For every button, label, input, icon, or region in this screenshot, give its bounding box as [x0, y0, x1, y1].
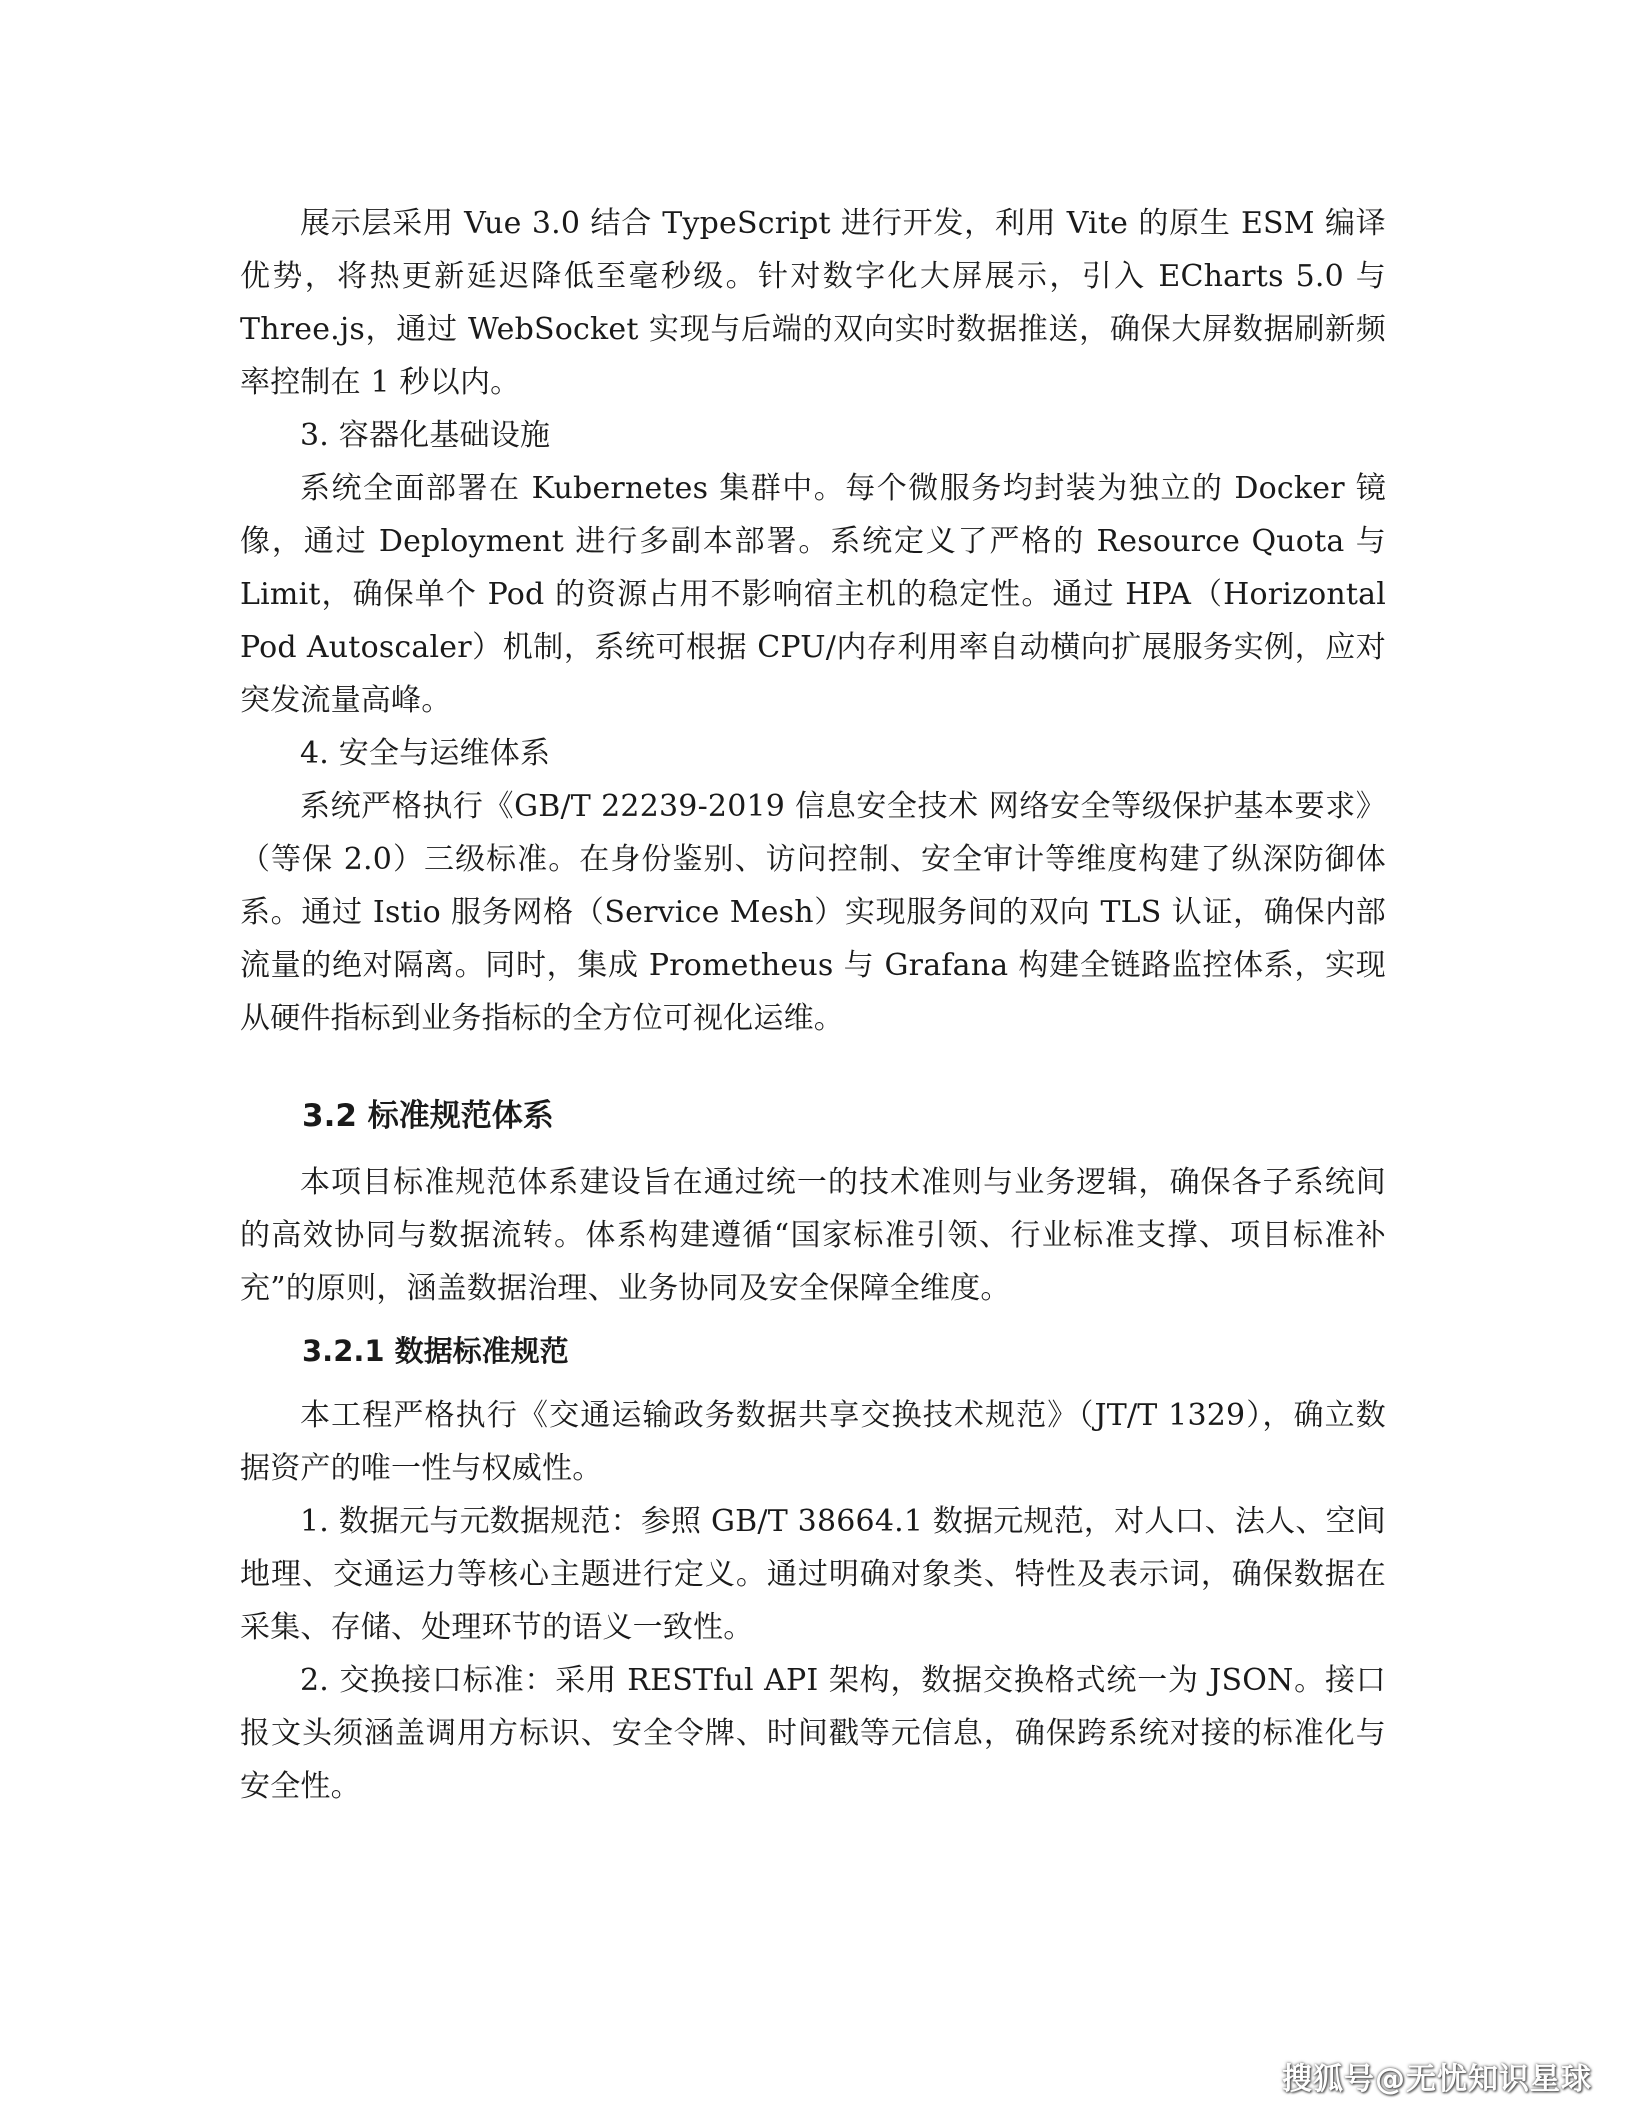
list-item-data-element: 1. 数据元与元数据规范：参照 GB/T 38664.1 数据元规范，对人口、法人、空间地理、交通运力等核心主题进行定义。通过明确对象类、特性及表示词，确保数据在采集、存储、处理环节的语义一致性。 — [240, 1504, 1386, 1645]
paragraph-frontend: 展示层采用 Vue 3.0 结合 TypeScript 进行开发，利用 Vite 的原生 ESM 编译优势，将热更新延迟降低至毫秒级。针对数字化大屏展示，引入 ECharts 5.0 与 Three.js，通过 WebSocket 实现与后端的双向实时数据推送，确保大屏数据刷新频率控制在 1 秒以内。 — [240, 206, 1386, 400]
section-heading-3-2-1: 3.2.1 数据标准规范 — [302, 1334, 569, 1368]
list-item-exchange-interface: 2. 交换接口标准：采用 RESTful API 架构，数据交换格式统一为 JSON。接口报文头须涵盖调用方标识、安全令牌、时间戳等元信息，确保跨系统对接的标准化与安全性。 — [240, 1663, 1386, 1804]
paragraph-security-ops: 系统严格执行《GB/T 22239-2019 信息安全技术 网络安全等级保护基本要求》（等保 2.0）三级标准。在身份鉴别、访问控制、安全审计等维度构建了纵深防御体系。通过 Istio 服务网格（Service Mesh）实现服务间的双向 TLS 认证，确保内部流量的绝对隔离。同时，集成 Prometheus 与 Grafana 构建全链路监控体系，实现从硬件指标到业务指标的全方位可视化运维。 — [240, 789, 1386, 1036]
list-item-3-title: 3. 容器化基础设施 — [300, 418, 551, 453]
paragraph-data-standards-intro: 本工程严格执行《交通运输政务数据共享交换技术规范》（JT/T 1329），确立数据资产的唯一性与权威性。 — [240, 1398, 1386, 1486]
paragraph-container-infra: 系统全面部署在 Kubernetes 集群中。每个微服务均封装为独立的 Docker 镜像，通过 Deployment 进行多副本部署。系统定义了严格的 Resource Quota 与 Limit，确保单个 Pod 的资源占用不影响宿主机的稳定性。通过 HPA（Horizontal Pod Autoscaler）机制，系统可根据 CPU/内存利用率自动横向扩展服务实例，应对突发流量高峰。 — [240, 471, 1386, 718]
section-heading-3-2: 3.2 标准规范体系 — [302, 1098, 554, 1134]
paragraph-standards-intro: 本项目标准规范体系建设旨在通过统一的技术准则与业务逻辑，确保各子系统间的高效协同与数据流转。体系构建遵循“国家标准引领、行业标准支撑、项目标准补充”的原则，涵盖数据治理、业务协同及安全保障全维度。 — [240, 1165, 1386, 1306]
watermark: 搜狐号@无忧知识星球 — [1282, 2062, 1592, 2097]
list-item-4-title: 4. 安全与运维体系 — [300, 736, 551, 771]
document-body — [240, 197, 1386, 1813]
